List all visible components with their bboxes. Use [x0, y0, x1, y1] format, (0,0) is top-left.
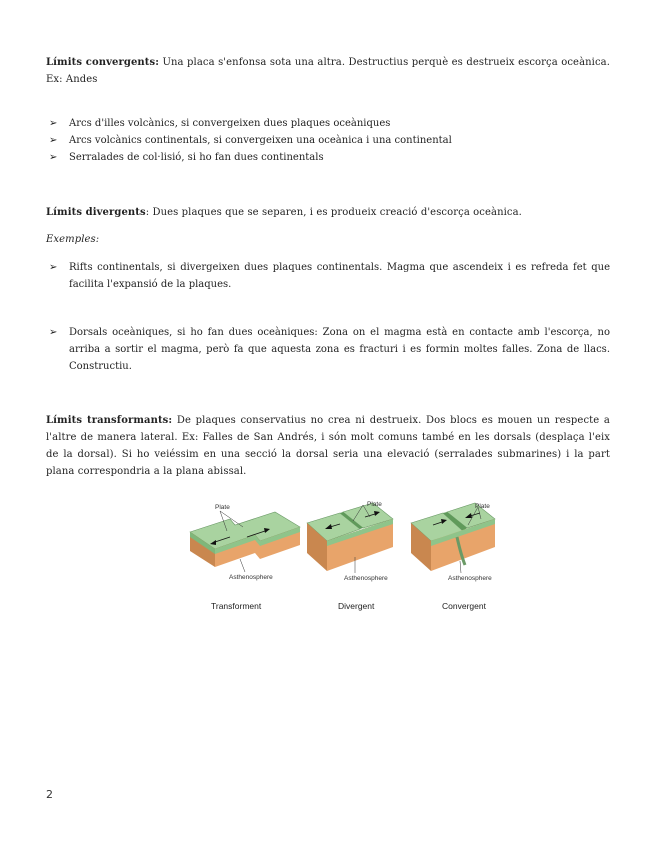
asthenosphere-label: Asthenosphere: [229, 574, 273, 581]
arrow-bullet-icon: ➢: [49, 135, 58, 146]
list-item: ➢ Serralades de col·lisió, si ho fan dues continentals: [46, 149, 610, 166]
plate-boundaries-figure: [185, 497, 505, 617]
caption-divergent: Divergent: [338, 601, 375, 611]
transform-block-diagram: [190, 504, 300, 581]
asthenosphere-label: Asthenosphere: [448, 575, 492, 582]
list-item: ➢ Dorsals oceàniques, si ho fan dues oceàniques: Zona on el magma està en contacte amb l'escorça, no arriba a sortir el magma, però fa que aquesta zona es fracturi i es formin moltes falles. Zona de llacs. Constructiu.: [46, 324, 610, 375]
page-number: 2: [46, 788, 53, 801]
convergent-text: Una placa s'enfonsa sota una altra. Destructius perquè es destrueix escorça oceànica. Ex: Andes: [46, 57, 611, 85]
convergent-paragraph: [46, 54, 610, 88]
divergent-heading: Límits divergents: [46, 207, 146, 218]
plate-label: Plate: [215, 504, 230, 511]
transform-heading: Límits transformants:: [46, 415, 173, 426]
examples-label: Exemples:: [46, 234, 100, 245]
convergent-block-diagram: [411, 503, 495, 582]
list-item: ➢ Arcs d'illes volcànics, si convergeixen dues plaques oceàniques: [46, 115, 610, 132]
divergent-paragraph: [46, 204, 610, 221]
divergent-bullet-list-2: [46, 324, 610, 375]
plate-label: Plate: [475, 503, 490, 510]
caption-convergent: Convergent: [442, 601, 486, 611]
convergent-heading: Límits convergents:: [46, 57, 160, 68]
transform-text: De plaques conservatius no crea ni destrueix. Dos blocs es mouen un respecte a l'altre de manera lateral. Ex: Falles de San Andrés, i són molt comuns també en les dorsals (desplaça l'eix de la dorsal). Si ho veiéssim en una secció la dorsal seria una elevació (serralades submarines) i la part plana correspondria a la plana abissal.: [46, 415, 610, 477]
asthenosphere-label: Asthenosphere: [344, 575, 388, 582]
caption-transform: Transforment: [211, 601, 262, 611]
transform-paragraph: [46, 412, 610, 480]
divergent-bullet-list-1: [46, 259, 610, 293]
arrow-bullet-icon: ➢: [49, 327, 58, 338]
divergent-text: : Dues plaques que se separen, i es produeix creació d'escorça oceànica.: [145, 207, 522, 218]
arrow-bullet-icon: ➢: [49, 262, 58, 273]
arrow-bullet-icon: ➢: [49, 118, 58, 129]
list-item: ➢ Arcs volcànics continentals, si convergeixen una oceànica i una continental: [46, 132, 610, 149]
plate-diagrams: [185, 497, 505, 593]
convergent-bullet-list: [46, 115, 610, 166]
list-item: ➢ Rifts continentals, si divergeixen dues plaques continentals. Magma que ascendeix i es refreda fet que facilita l'expansió de la plaques.: [46, 259, 610, 293]
arrow-bullet-icon: ➢: [49, 152, 58, 163]
divergent-block-diagram: [307, 501, 393, 582]
plate-label: Plate: [367, 501, 382, 508]
